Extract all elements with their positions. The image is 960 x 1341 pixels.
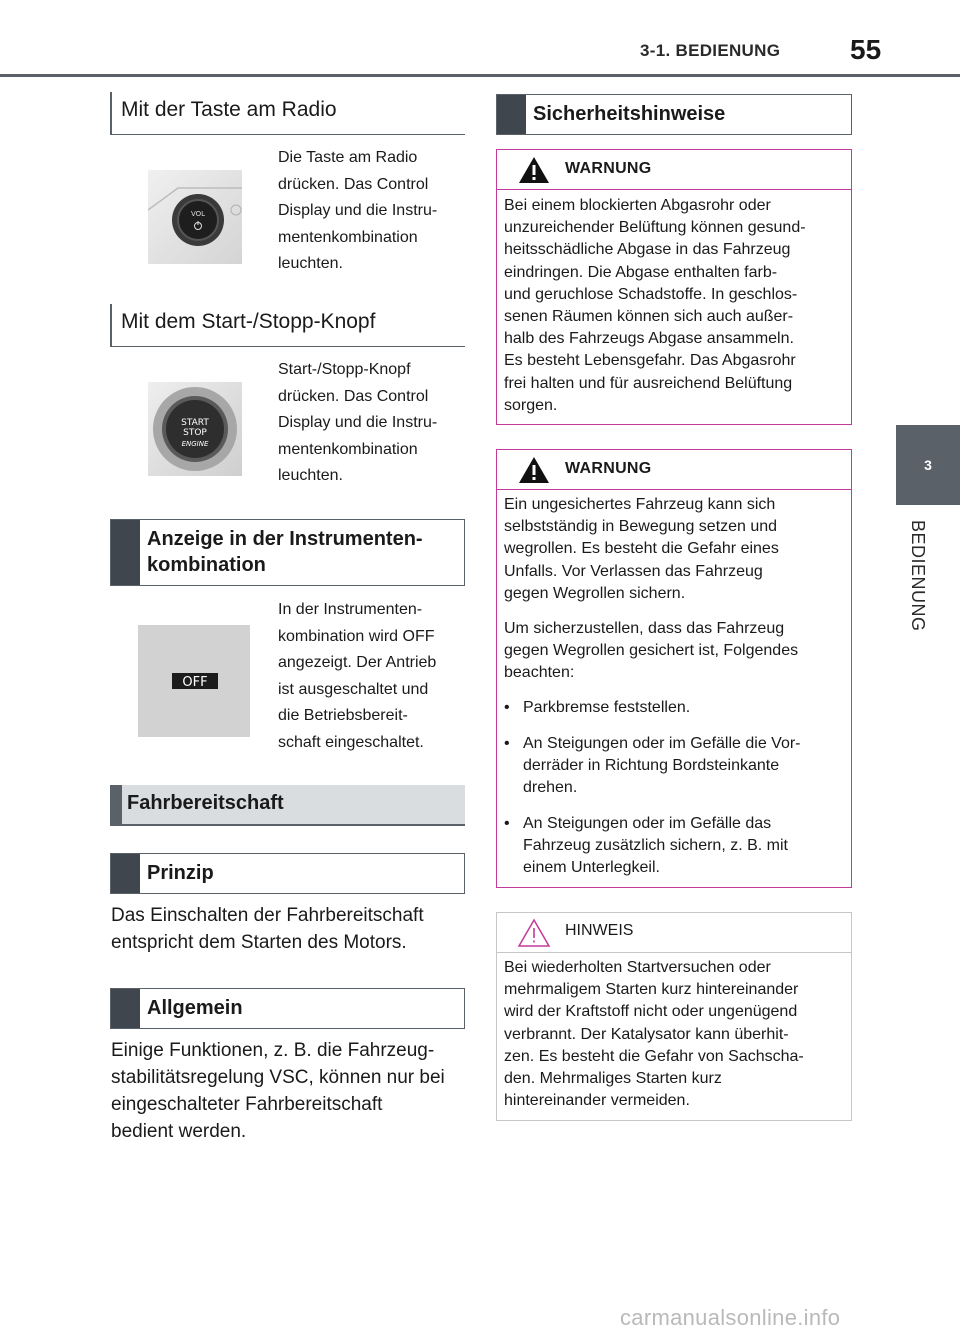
radio-knob-label: VOL [190,210,206,218]
heading-bar [497,95,526,134]
chapter-number: 3 [924,457,932,473]
warning-triangle-icon [517,455,551,485]
start-stop-button-image [148,382,242,476]
heading-bar [111,989,140,1028]
warning-triangle-icon [517,155,551,185]
section-heading-bar [110,785,122,824]
radio-description: Die Taste am Radio drücken. Das Control Display und die Instru- mentenkombination leuchten. [278,149,438,273]
svg-text:ENGINE: ENGINE [181,440,209,448]
warning-header [497,150,851,190]
notice-text: Bei wiederholten Startversuchen oder mehrmaligem Starten kurz hintereinander wird der Kraftstoff nicht oder ungenügend verbrannt. Der Katalysator kann überhit- zen. Es besteht die Gefahr von Sachscha- den. Mehrmaliges Starten kurz hintereinander vermeiden. [504,959,804,1110]
radio-knob-icon [148,170,242,264]
bullet-item: An Steigungen oder im Gefälle das Fahrzeug zusätzlich sichern, z. B. mit einem Unterlegkeil. [523,815,788,877]
heading-sicherheitshinweise: Sicherheitshinweise [496,94,852,135]
header-section-title: 3-1. BEDIENUNG [640,41,781,60]
warning-box-exhaust [496,149,852,425]
start-stop-knob-icon [148,382,242,476]
warning-box-rolling [496,449,852,888]
general-text: Einige Funktionen, z. B. die Fahrzeug- stabilitätsregelung VSC, können nur bei eingeschalteter Fahrbereitschaft bedient werden. [111,1040,445,1142]
warning-title: WARNUNG [565,460,652,477]
bullet-symbol: • [504,699,510,716]
page-number: 55 [850,34,882,65]
off-display-image [138,625,250,737]
start-stop-description: Start-/Stopp-Knopf drücken. Das Control Display und die Instru- mentenkombination leuchten. [278,361,438,485]
heading-prinzip: Prinzip [110,853,465,894]
off-indicator-icon [138,625,250,737]
watermark: carmanualsonline.info [620,1305,841,1330]
warning-title: WARNUNG [565,160,652,177]
subheading-start-stop-text: Mit dem Start-/Stopp-Knopf [121,310,376,333]
heading-bar [111,854,140,893]
bullet-symbol: • [504,815,510,832]
warning-header [497,450,851,490]
notice-box [496,912,852,1121]
notice-triangle-icon [517,918,551,948]
warning-text: Bei einem blockierten Abgasrohr oder unzureichender Belüftung können gesund- heitsschädliche Abgase in das Fahrzeug eindringen. Die Abgase enthalten farb- und geruchlose Schadstoffe. In geschlos- senen Räumen können sich auch außer- halb des Fahrzeugs Abgase ansammeln. Es besteht Lebensgefahr. Das Abgasrohr frei halten und für ausreichend Belüftung sorgen. [504,197,806,414]
radio-button-image [148,170,242,264]
bullet-symbol: • [504,735,510,752]
chapter-label: BEDIENUNG [908,520,928,632]
heading-bar [111,520,140,585]
principle-text: Das Einschalten der Fahrbereitschaft entspricht dem Starten des Motors. [111,905,424,953]
notice-header [497,913,851,953]
heading-allgemein: Allgemein [110,988,465,1029]
bullet-item: Parkbremse feststellen. [523,699,691,716]
notice-title: HINWEIS [565,922,634,939]
section-heading-fahrbereitschaft: Fahrbereitschaft [110,785,465,826]
warning-text-para2: Um sicherzustellen, dass das Fahrzeug gegen Wegrollen gesichert ist, Folgendes beachten: [504,620,799,682]
svg-text:START: START [181,418,209,428]
subheading-start-stop [110,304,465,347]
chapter-tab[interactable] [896,425,960,505]
svg-text:OFF: OFF [182,675,208,690]
warning-text-para1: Ein ungesichertes Fahrzeug kann sich selbstständig in Bewegung setzen und wegrollen. Es besteht die Gefahr eines Unfalls. Vor Verlassen das Fahrzeug gegen Wegrollen sichern. [504,496,779,602]
bullet-item: An Steigungen oder im Gefälle die Vor- derräder in Richtung Bordsteinkante drehen. [523,735,801,797]
display-description: In der Instrumenten- kombination wird OFF angezeigt. Der Antrieb ist ausgeschaltet und die Betriebsbereit- schaft eingeschaltet. [278,601,437,751]
subheading-radio [110,92,465,135]
svg-text:STOP: STOP [183,428,207,438]
heading-instrument-display: Anzeige in der Instrumenten- kombination [110,519,465,586]
header-rule [0,74,960,77]
subheading-radio-text: Mit der Taste am Radio [121,98,337,121]
